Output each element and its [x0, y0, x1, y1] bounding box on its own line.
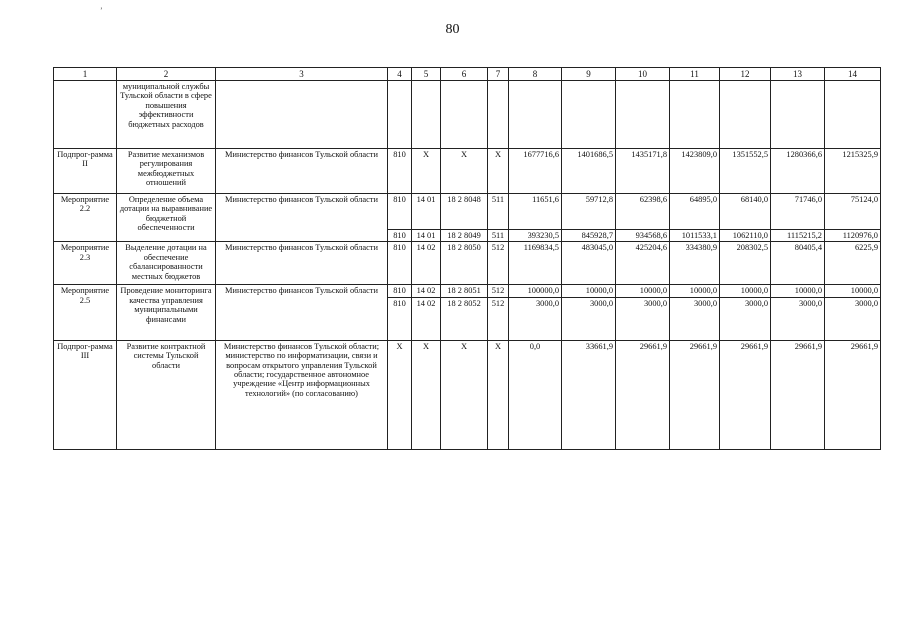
amount-cell: 62398,6 [616, 194, 670, 230]
header-cell: 13 [771, 68, 825, 81]
header-cell: 9 [562, 68, 616, 81]
amount-cell: 10000,0 [720, 285, 771, 297]
code-cell: X [441, 340, 488, 449]
program-cell: Мероприятие 2.2 [54, 194, 117, 242]
amount-cell: 1169834,5 [509, 242, 562, 285]
amount-cell: 1677716,6 [509, 149, 562, 194]
table-row [54, 149, 881, 194]
code-cell: 512 [488, 285, 509, 297]
amount-cell: 71746,0 [771, 194, 825, 230]
amount-cell: 29661,9 [720, 340, 771, 449]
code-cell: 810 [388, 285, 412, 297]
amount-cell: 845928,7 [562, 230, 616, 242]
code-cell: 511 [488, 194, 509, 230]
description-cell: Проведение мониторинга качества управления муниципальными финансами [117, 285, 216, 340]
code-cell: X [412, 340, 441, 449]
amount-cell: 64895,0 [670, 194, 720, 230]
code-cell: 14 02 [412, 285, 441, 297]
header-cell: 2 [117, 68, 216, 81]
header-cell: 3 [216, 68, 388, 81]
amount-cell: 10000,0 [562, 285, 616, 297]
executor-cell: Министерство финансов Тульской области; министерство по информатизации, связи и вопросам открытого управления Тульской области; государственное автономное учреждение «Центр информационных технологий» (по согласованию) [216, 340, 388, 449]
amount-cell: 3000,0 [616, 297, 670, 340]
code-cell: 810 [388, 297, 412, 340]
amount-cell: 59712,8 [562, 194, 616, 230]
executor-cell [216, 81, 388, 149]
amount-cell: 483045,0 [562, 242, 616, 285]
header-cell: 6 [441, 68, 488, 81]
description-cell: муниципальной службы Тульской области в сфере повышения эффективности бюджетных расходов [117, 81, 216, 149]
code-cell: X [488, 340, 509, 449]
code-cell: 18 2 8052 [441, 297, 488, 340]
budget-table [53, 67, 881, 450]
executor-cell: Министерство финансов Тульской области [216, 242, 388, 285]
amount-cell: 29661,9 [771, 340, 825, 449]
amount-cell: 3000,0 [825, 297, 881, 340]
code-cell: 810 [388, 194, 412, 230]
header-cell: 11 [670, 68, 720, 81]
amount-cell: 10000,0 [825, 285, 881, 297]
amount-cell: 10000,0 [771, 285, 825, 297]
header-cell: 4 [388, 68, 412, 81]
amount-cell: 425204,6 [616, 242, 670, 285]
amount-cell: 6225,9 [825, 242, 881, 285]
code-cell: X [488, 149, 509, 194]
code-cell: X [441, 149, 488, 194]
amount-cell: 68140,0 [720, 194, 771, 230]
amount-cell: 393230,5 [509, 230, 562, 242]
amount-cell: 1120976,0 [825, 230, 881, 242]
code-cell: 14 02 [412, 242, 441, 285]
header-cell: 12 [720, 68, 771, 81]
header-cell: 7 [488, 68, 509, 81]
code-cell: 810 [388, 242, 412, 285]
program-cell [54, 81, 117, 149]
amount-cell: 1401686,5 [562, 149, 616, 194]
code-cell: 512 [488, 242, 509, 285]
header-cell: 5 [412, 68, 441, 81]
code-cell: 18 2 8050 [441, 242, 488, 285]
amount-cell: 33661,9 [562, 340, 616, 449]
program-cell: Подпрог-рамма III [54, 340, 117, 449]
amount-cell: 80405,4 [771, 242, 825, 285]
amount-cell: 1280366,6 [771, 149, 825, 194]
amount-cell: 1423809,0 [670, 149, 720, 194]
amount-cell: 334380,9 [670, 242, 720, 285]
code-cell: 18 2 8048 [441, 194, 488, 230]
code-cell: 18 2 8051 [441, 285, 488, 297]
amount-cell: 3000,0 [771, 297, 825, 340]
program-cell: Подпрог-рамма II [54, 149, 117, 194]
amount-cell: 208302,5 [720, 242, 771, 285]
code-cell: 810 [388, 149, 412, 194]
amount-cell: 0,0 [509, 340, 562, 449]
page-number: 80 [445, 22, 460, 37]
header-cell: 14 [825, 68, 881, 81]
code-cell: 18 2 8049 [441, 230, 488, 242]
executor-cell: Министерство финансов Тульской области [216, 285, 388, 340]
amount-cell: 100000,0 [509, 285, 562, 297]
amount-cell: 1011533,1 [670, 230, 720, 242]
description-cell: Определение объема дотации на выравнивание бюджетной обеспеченности [117, 194, 216, 242]
header-cell: 10 [616, 68, 670, 81]
program-cell: Мероприятие 2.5 [54, 285, 117, 340]
amount-cell: 11651,6 [509, 194, 562, 230]
executor-cell: Министерство финансов Тульской области [216, 149, 388, 194]
code-cell: X [388, 340, 412, 449]
code-cell: 511 [488, 230, 509, 242]
amount-cell: 10000,0 [616, 285, 670, 297]
code-cell: 14 02 [412, 297, 441, 340]
code-cell: 810 [388, 230, 412, 242]
amount-cell: 29661,9 [825, 340, 881, 449]
scan-mark: ʼ [100, 6, 103, 15]
amount-cell: 3000,0 [509, 297, 562, 340]
header-row [54, 68, 881, 81]
amount-cell: 934568,6 [616, 230, 670, 242]
table-row [54, 340, 881, 449]
code-cell: X [412, 149, 441, 194]
amount-cell: 1062110,0 [720, 230, 771, 242]
executor-cell: Министерство финансов Тульской области [216, 194, 388, 242]
description-cell: Выделение дотации на обеспечение сбалансированности местных бюджетов [117, 242, 216, 285]
amount-cell: 3000,0 [562, 297, 616, 340]
amount-cell: 1435171,8 [616, 149, 670, 194]
header-cell: 1 [54, 68, 117, 81]
table-row [54, 242, 881, 285]
amount-cell: 1215325,9 [825, 149, 881, 194]
code-cell: 512 [488, 297, 509, 340]
table-row [54, 81, 881, 149]
description-cell: Развитие контрактной системы Тульской области [117, 340, 216, 449]
amount-cell: 3000,0 [720, 297, 771, 340]
amount-cell: 1351552,5 [720, 149, 771, 194]
amount-cell: 3000,0 [670, 297, 720, 340]
amount-cell: 29661,9 [670, 340, 720, 449]
amount-cell: 10000,0 [670, 285, 720, 297]
program-cell: Мероприятие 2.3 [54, 242, 117, 285]
table-row [54, 285, 881, 297]
amount-cell: 29661,9 [616, 340, 670, 449]
amount-cell: 75124,0 [825, 194, 881, 230]
description-cell: Развитие механизмов регулирования межбюджетных отношений [117, 149, 216, 194]
amount-cell: 1115215,2 [771, 230, 825, 242]
header-cell: 8 [509, 68, 562, 81]
code-cell: 14 01 [412, 230, 441, 242]
table-row [54, 194, 881, 230]
code-cell: 14 01 [412, 194, 441, 230]
